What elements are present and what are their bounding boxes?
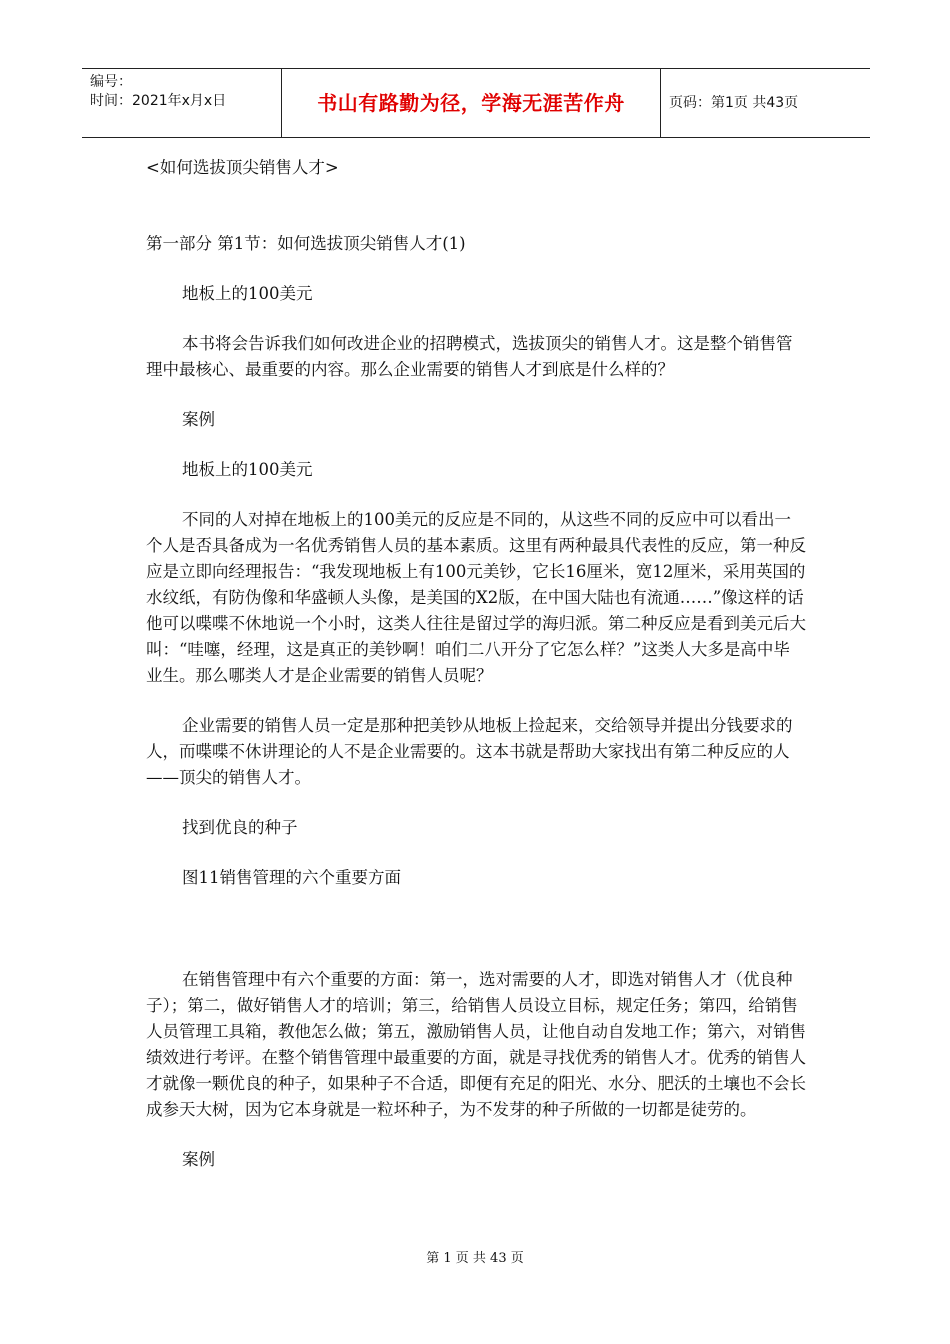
page-header xyxy=(82,68,870,138)
date-label: 时间：2021年x月x日 xyxy=(90,93,227,109)
header-motto: 书山有路勤为径，学海无涯苦作舟 xyxy=(282,69,661,137)
header-page-label: 页码：第1页 共43页 xyxy=(669,95,799,111)
figure-caption: 图11销售管理的六个重要方面 xyxy=(182,868,401,887)
conclusion-paragraph: 企业需要的销售人员一定是那种把美钞从地板上捡起来，交给领导并提出分钱要求的人，而喋喋不休讲理论的人不是企业需要的。这本书就是帮助大家找出有第二种反应的人——顶尖的销售人才。 xyxy=(146,716,793,787)
case-label-2: 案例 xyxy=(182,1150,215,1169)
page-footer: 第 1 页 共 43 页 xyxy=(426,1251,524,1266)
section-heading: 第一部分 第1节：如何选拔顶尖销售人才(1) xyxy=(146,234,466,253)
case-heading: 地板上的100美元 xyxy=(182,460,313,479)
intro-paragraph: 本书将会告诉我们如何改进企业的招聘模式，选拔顶尖的销售人才。这是整个销售管理中最核心、最重要的内容。那么企业需要的销售人才到底是什么样的？ xyxy=(146,334,793,379)
case-paragraph: 不同的人对掉在地板上的100美元的反应是不同的，从这些不同的反应中可以看出一个人是否具备成为一名优秀销售人员的基本素质。这里有两种最具代表性的反应，第一种反应是立即向经理报告：“我发现地板上有100元美钞，它长16厘米，宽12厘米，采用英国的水纹纸，有防伪像和华盛顿人头像，是美国的X2版，在中国大陆也有流通……”像这样的话他可以喋喋不休地说一个小时，这类人往往是留过学的海归派。第二种反应是看到美元后大叫：“哇噻，经理，这是真正的美钞啊！咱们二八开分了它怎么样？”这类人大多是高中毕业生。那么哪类人才是企业需要的销售人员呢？ xyxy=(146,510,806,685)
six-aspects-paragraph: 在销售管理中有六个重要的方面：第一，选对需要的人才，即选对销售人才（优良种子）；第二，做好销售人才的培训；第三，给销售人员设立目标，规定任务；第四，给销售人员管理工具箱，教他怎么做；第五，激励销售人员，让他自动自发地工作；第六，对销售绩效进行考评。在整个销售管理中最重要的方面，就是寻找优秀的销售人才。优秀的销售人才就像一颗优良的种子，如果种子不合适，即便有充足的阳光、水分、肥沃的土壤也不会长成参天大树，因为它本身就是一粒坏种子，为不发芽的种子所做的一切都是徒劳的。 xyxy=(146,970,806,1119)
seed-heading: 找到优良的种子 xyxy=(182,818,298,837)
case-label: 案例 xyxy=(182,410,215,429)
book-title: <如何选拔顶尖销售人才> xyxy=(146,158,339,177)
number-label: 编号： xyxy=(90,74,132,90)
document-body xyxy=(146,155,806,1173)
heading-100-dollars: 地板上的100美元 xyxy=(182,284,313,303)
header-meta xyxy=(82,69,282,137)
